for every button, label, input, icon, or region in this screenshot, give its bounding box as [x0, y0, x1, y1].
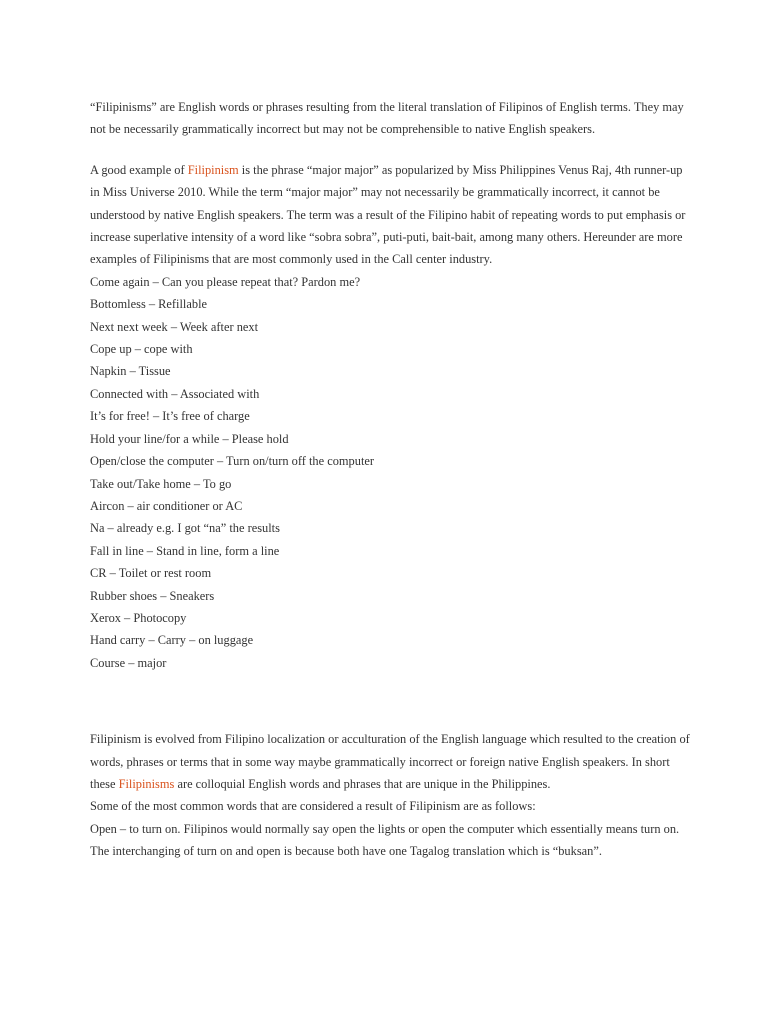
- list-item: Fall in line – Stand in line, form a line: [90, 543, 280, 558]
- section-spacer: [90, 674, 690, 728]
- list-item: Napkin – Tissue: [90, 364, 171, 379]
- list-item: Na – already e.g. I got “na” the results: [90, 521, 280, 536]
- list-item: Next next week – Week after next: [90, 319, 259, 334]
- example-paragraph-lead: A good example of: [90, 162, 188, 177]
- common-words-intro: Some of the most common words that are considered a result of Filipinism are as follows:: [90, 799, 536, 814]
- filipinism-examples-list: [90, 271, 690, 674]
- paragraph-spacer: [90, 141, 690, 159]
- filipinism-link[interactable]: Filipinism: [187, 162, 239, 177]
- list-item: Take out/Take home – To go: [90, 476, 232, 491]
- example-paragraph: [90, 159, 690, 271]
- filipinisms-link[interactable]: Filipinisms: [118, 776, 175, 791]
- open-definition-paragraph: Open – to turn on. Filipinos would normally say open the lights or open the computer which essentially means turn on. The interchanging of turn on and open is because both have one Tagalog translation which is “buksan”.: [90, 821, 680, 859]
- list-item: Open/close the computer – Turn on/turn off the computer: [90, 454, 375, 469]
- list-item: Xerox – Photocopy: [90, 610, 187, 625]
- list-item: Hand carry – Carry – on luggage: [90, 633, 254, 648]
- list-item: Bottomless – Refillable: [90, 297, 208, 312]
- list-item: CR – Toilet or rest room: [90, 566, 212, 581]
- list-item: Cope up – cope with: [90, 342, 193, 357]
- article-body: [90, 96, 690, 863]
- list-item: Rubber shoes – Sneakers: [90, 588, 215, 603]
- list-item: Course – major: [90, 655, 167, 670]
- intro-paragraph: “Filipinisms” are English words or phrases resulting from the literal translation of Filipinos of English terms. They may not be necessarily grammatically incorrect but may not be comprehensible to native English speakers.: [90, 100, 684, 137]
- list-item: Connected with – Associated with: [90, 386, 260, 401]
- definition-paragraph: [90, 728, 690, 795]
- list-item: It’s for free! – It’s free of charge: [90, 409, 250, 424]
- definition-paragraph-tail: are colloquial English words and phrases that are unique in the Philippines.: [174, 776, 551, 791]
- list-item: Hold your line/for a while – Please hold: [90, 431, 289, 446]
- list-item: Come again – Can you please repeat that? Pardon me?: [90, 274, 361, 289]
- example-paragraph-body: is the phrase “major major” as popularized by Miss Philippines Venus Raj, 4th runner-up in Miss Universe 2010. While the term “major major” may not necessarily be grammatically incorrect, it cannot be understood by native English speakers. The term was a result of the Filipino habit of repeating words to put emphasis or increase superlative intensity of a word like “sobra sobra”, puti-puti, bait-bait, among many others. Hereunder are more examples of Filipinisms that are most commonly used in the Call center industry.: [90, 162, 686, 267]
- list-item: Aircon – air conditioner or AC: [90, 498, 243, 513]
- definition-paragraph-lead: Filipinism is evolved from Filipino localization or acculturation of the English language which resulted to the creation of words, phrases or terms that in some way maybe grammatically incorrect or foreign native English speakers. In short these: [90, 732, 690, 791]
